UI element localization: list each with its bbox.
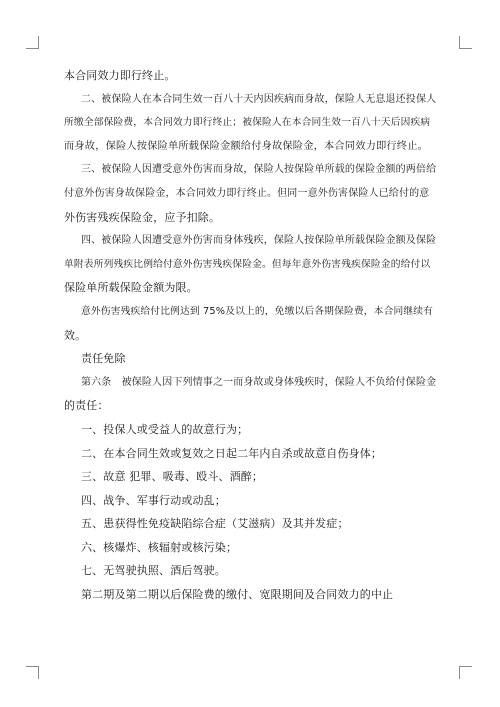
- text-line: 四、被保险人因遭受意外伤害而身体残疾，保险人按保险单所载保险金额及保险: [81, 235, 437, 247]
- list-item: 二、在本合同生效或复效之日起二年内自杀或故意自伤身体；: [81, 446, 383, 460]
- text-line: 二、被保险人在本合同生效一百八十天内因疾病而身故，保险人无息退还投保人: [81, 93, 437, 105]
- text-line: 的责任：: [64, 399, 109, 413]
- text-line: 单附表所列残疾比例给付意外伤害残疾保险金。但每年意外伤害残疾保险金的给付以: [64, 258, 431, 270]
- text-line: 而身故，保险人按保险单所载保险金额给付身故保险金，本合同效力即行终止。: [64, 139, 429, 152]
- crop-mark-bottom-right: [459, 666, 472, 679]
- text-line: 本合同效力即行终止。: [64, 69, 176, 82]
- section-heading: 责任免除: [81, 352, 126, 366]
- text-line: 三、被保险人因遭受意外伤害而身故，保险人按保险单所载的保险金额的两倍给: [81, 164, 437, 176]
- text-line: 付意外伤害身故保险金，本合同效力即行终止。但同一意外伤害保险人已给付的意: [64, 187, 430, 199]
- text-line: 意外伤害残疾给付比例达到 75%及以上的，免缴以后各期保险费，本合同继续有: [81, 305, 434, 317]
- text-line: 第六条 被保险人因下列情事之一而身故或身体残疾时，保险人不负给付保险金: [81, 376, 437, 388]
- text-line: 效。: [64, 328, 87, 342]
- crop-mark-top-right: [459, 36, 472, 49]
- text-line: 保险单所载保险金额为限。: [64, 281, 198, 295]
- crop-mark-bottom-left: [26, 666, 39, 679]
- document-body: [64, 64, 436, 607]
- text-line: 所缴全部保险费，本合同效力即行终止；被保险人在本合同生效一百八十天后因疾病: [64, 117, 431, 129]
- list-item: 五、患获得性免疫缺陷综合症（艾滋病）及其并发症；: [81, 517, 349, 531]
- list-item: 一、投保人或受益人的故意行为；: [81, 422, 249, 436]
- list-item: 四、战争、军事行动或动乱；: [81, 493, 226, 507]
- list-item: 七、无驾驶执照、酒后驾驶。: [81, 564, 226, 578]
- section-heading: 第二期及第二期以后保险费的缴付、宽限期间及合同效力的中止: [81, 588, 394, 602]
- text-line: 外伤害残疾保险金，应予扣除。: [64, 210, 221, 224]
- list-item: 三、故意 犯罪、吸毒、殴斗、酒醉；: [81, 470, 264, 484]
- crop-mark-top-left: [26, 36, 39, 49]
- list-item: 六、核爆炸、核辐射或核污染；: [81, 540, 238, 554]
